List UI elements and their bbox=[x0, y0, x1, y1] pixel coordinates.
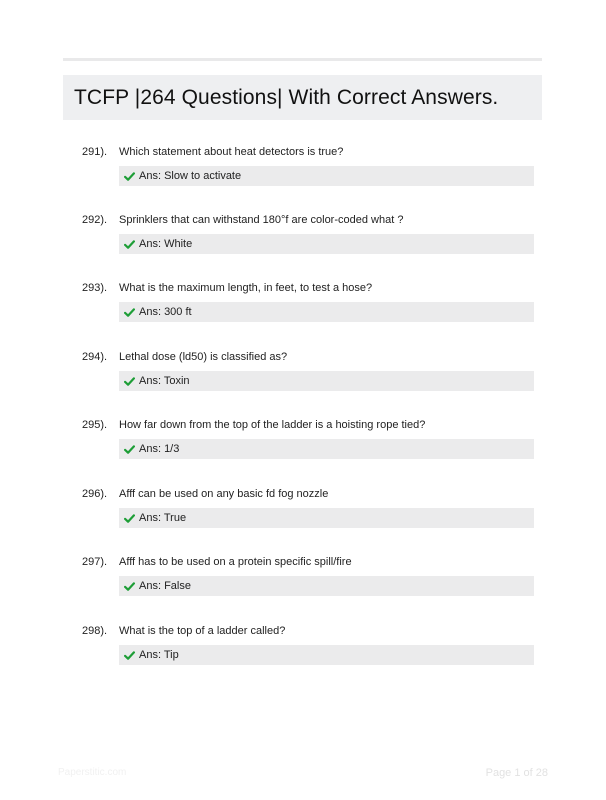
check-icon bbox=[124, 581, 135, 592]
qa-item bbox=[0, 556, 606, 616]
answer-text: Ans: Slow to activate bbox=[139, 170, 242, 182]
question-text: What is the top of a ladder called? bbox=[119, 625, 286, 637]
header-divider bbox=[63, 58, 542, 61]
answer-box bbox=[119, 645, 534, 665]
qa-item bbox=[0, 351, 606, 411]
answer-text: Ans: True bbox=[139, 512, 187, 524]
check-icon bbox=[124, 444, 135, 455]
document-title-banner bbox=[63, 75, 542, 120]
answer-box bbox=[119, 508, 534, 528]
answer-box bbox=[119, 166, 534, 186]
question-text: Afff can be used on any basic fd fog nozzle bbox=[119, 488, 329, 500]
question-text: Afff has to be used on a protein specific spill/fire bbox=[119, 556, 352, 568]
check-icon bbox=[124, 171, 135, 182]
document-title: TCFP |264 Questions| With Correct Answers. bbox=[74, 85, 499, 109]
answer-box bbox=[119, 576, 534, 596]
check-icon bbox=[124, 239, 135, 250]
page-number: Page 1 of 28 bbox=[485, 767, 548, 779]
answer-text: Ans: Tip bbox=[139, 649, 179, 661]
qa-item bbox=[0, 214, 606, 274]
answer-box bbox=[119, 371, 534, 391]
question-number: 292). bbox=[82, 214, 108, 226]
question-text: Which statement about heat detectors is true? bbox=[119, 146, 344, 158]
question-number: 297). bbox=[82, 556, 108, 568]
answer-text: Ans: White bbox=[139, 238, 193, 250]
qa-item bbox=[0, 282, 606, 342]
check-icon bbox=[124, 376, 135, 387]
question-text: Sprinklers that can withstand 180°f are color-coded what ? bbox=[119, 214, 404, 226]
check-icon bbox=[124, 513, 135, 524]
check-icon bbox=[124, 650, 135, 661]
answer-box bbox=[119, 302, 534, 322]
question-text: What is the maximum length, in feet, to test a hose? bbox=[119, 282, 373, 294]
qa-item bbox=[0, 419, 606, 479]
qa-item bbox=[0, 146, 606, 206]
question-number: 293). bbox=[82, 282, 108, 294]
question-number: 298). bbox=[82, 625, 108, 637]
check-icon bbox=[124, 307, 135, 318]
question-number: 295). bbox=[82, 419, 108, 431]
question-text: How far down from the top of the ladder is a hoisting rope tied? bbox=[119, 419, 426, 431]
question-number: 291). bbox=[82, 146, 108, 158]
question-number: 296). bbox=[82, 488, 108, 500]
answer-text: Ans: Toxin bbox=[139, 375, 190, 387]
answer-text: Ans: False bbox=[139, 580, 191, 592]
footer-watermark: Paperstitic.com bbox=[58, 767, 127, 778]
question-number: 294). bbox=[82, 351, 108, 363]
answer-box bbox=[119, 234, 534, 254]
question-text: Lethal dose (ld50) is classified as? bbox=[119, 351, 288, 363]
qa-item bbox=[0, 488, 606, 548]
answer-box bbox=[119, 439, 534, 459]
qa-item bbox=[0, 625, 606, 685]
answer-text: Ans: 300 ft bbox=[139, 306, 192, 318]
answer-text: Ans: 1/3 bbox=[139, 443, 180, 455]
